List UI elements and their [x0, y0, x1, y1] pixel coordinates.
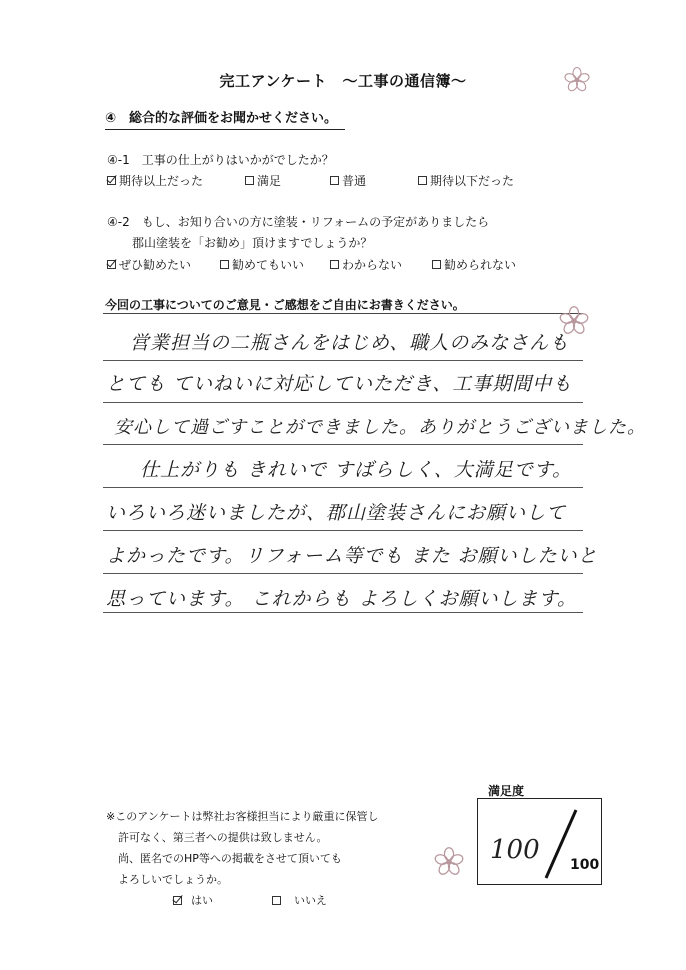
privacy-note-line-4: よろしいでしょうか。	[118, 873, 228, 886]
comment-heading-underline	[103, 313, 583, 314]
checkbox-icon	[330, 176, 339, 185]
comment-line-1: 営業担当の二瓶さんをはじめ、職人のみなさんも	[130, 332, 570, 354]
comment-line-2: とても ていねいに対応していただき、工事期間中も	[106, 373, 573, 395]
question-4-2-line2: 郡山塗装を「お勧め」頂けますでしょうか？	[132, 236, 373, 250]
comment-line-7: 思っています。 これからも よろしくお願いします。	[106, 588, 578, 610]
checkbox-icon	[220, 260, 229, 269]
q41-option-3[interactable]: 普通	[330, 172, 366, 189]
checkbox-icon	[330, 260, 339, 269]
satisfaction-label: 満足度	[488, 784, 525, 798]
sakura-flower-icon	[433, 846, 465, 878]
section-heading: ④ 総合的な評価をお聞かせください。	[105, 107, 345, 130]
q42-option-4[interactable]: 勧められない	[432, 256, 516, 273]
ruled-line	[103, 530, 583, 531]
checkbox-icon	[245, 176, 254, 185]
q42-option-1[interactable]: ぜひ勧めたい	[107, 256, 191, 273]
checkbox-icon	[418, 176, 427, 185]
ruled-line	[103, 612, 583, 613]
q41-option-1[interactable]: 期待以上だった	[107, 172, 203, 189]
privacy-note-line-1: ※このアンケートは弊社お客様担当により厳重に保管し	[106, 810, 379, 823]
question-4-2-line1: ④-2 もし、お知り合いの方に塗装・リフォームの予定がありましたら	[107, 215, 490, 229]
ruled-line	[103, 402, 583, 403]
satisfaction-max: 100	[570, 857, 600, 873]
privacy-note-line-2: 許可なく、第三者への提供は致しません。	[118, 831, 328, 844]
page-title: 完工アンケート 〜工事の通信簿〜	[219, 72, 467, 90]
privacy-note-line-3: 尚、匿名でのHP等への掲載をさせて頂いても	[118, 852, 342, 865]
sakura-flower-icon	[563, 66, 591, 94]
checkbox-icon	[107, 176, 116, 185]
comment-heading: 今回の工事についてのご意見・ご感想をご自由にお書きください。	[105, 298, 465, 312]
comment-line-4: 仕上がりも きれいで すばらしく、大満足です。	[140, 459, 573, 481]
comment-line-3: 安心して過ごすことができました。ありがとうございました。	[114, 417, 646, 438]
checkbox-icon	[173, 896, 182, 905]
q42-option-3[interactable]: わからない	[330, 256, 402, 273]
checkbox-icon	[107, 260, 116, 269]
ruled-line	[103, 444, 583, 445]
ruled-line	[103, 360, 583, 361]
checkbox-icon	[272, 896, 281, 905]
q42-option-2[interactable]: 勧めてもいい	[220, 256, 304, 273]
publish-no-option[interactable]: いいえ	[272, 892, 327, 908]
ruled-line	[103, 573, 583, 574]
question-4-1: ④-1 工事の仕上がりはいかがでしたか？	[107, 153, 334, 167]
q41-option-4[interactable]: 期待以下だった	[418, 172, 514, 189]
satisfaction-value: 100	[490, 835, 540, 865]
checkbox-icon	[432, 260, 441, 269]
ruled-line	[103, 487, 583, 488]
comment-line-5: いろいろ迷いましたが、郡山塗装さんにお願いして	[106, 502, 567, 524]
comment-line-6: よかったです。リフォーム等でも また お願いしたいと	[106, 545, 598, 567]
publish-yes-option[interactable]: はい	[173, 892, 213, 908]
q41-option-2[interactable]: 満足	[245, 172, 281, 189]
